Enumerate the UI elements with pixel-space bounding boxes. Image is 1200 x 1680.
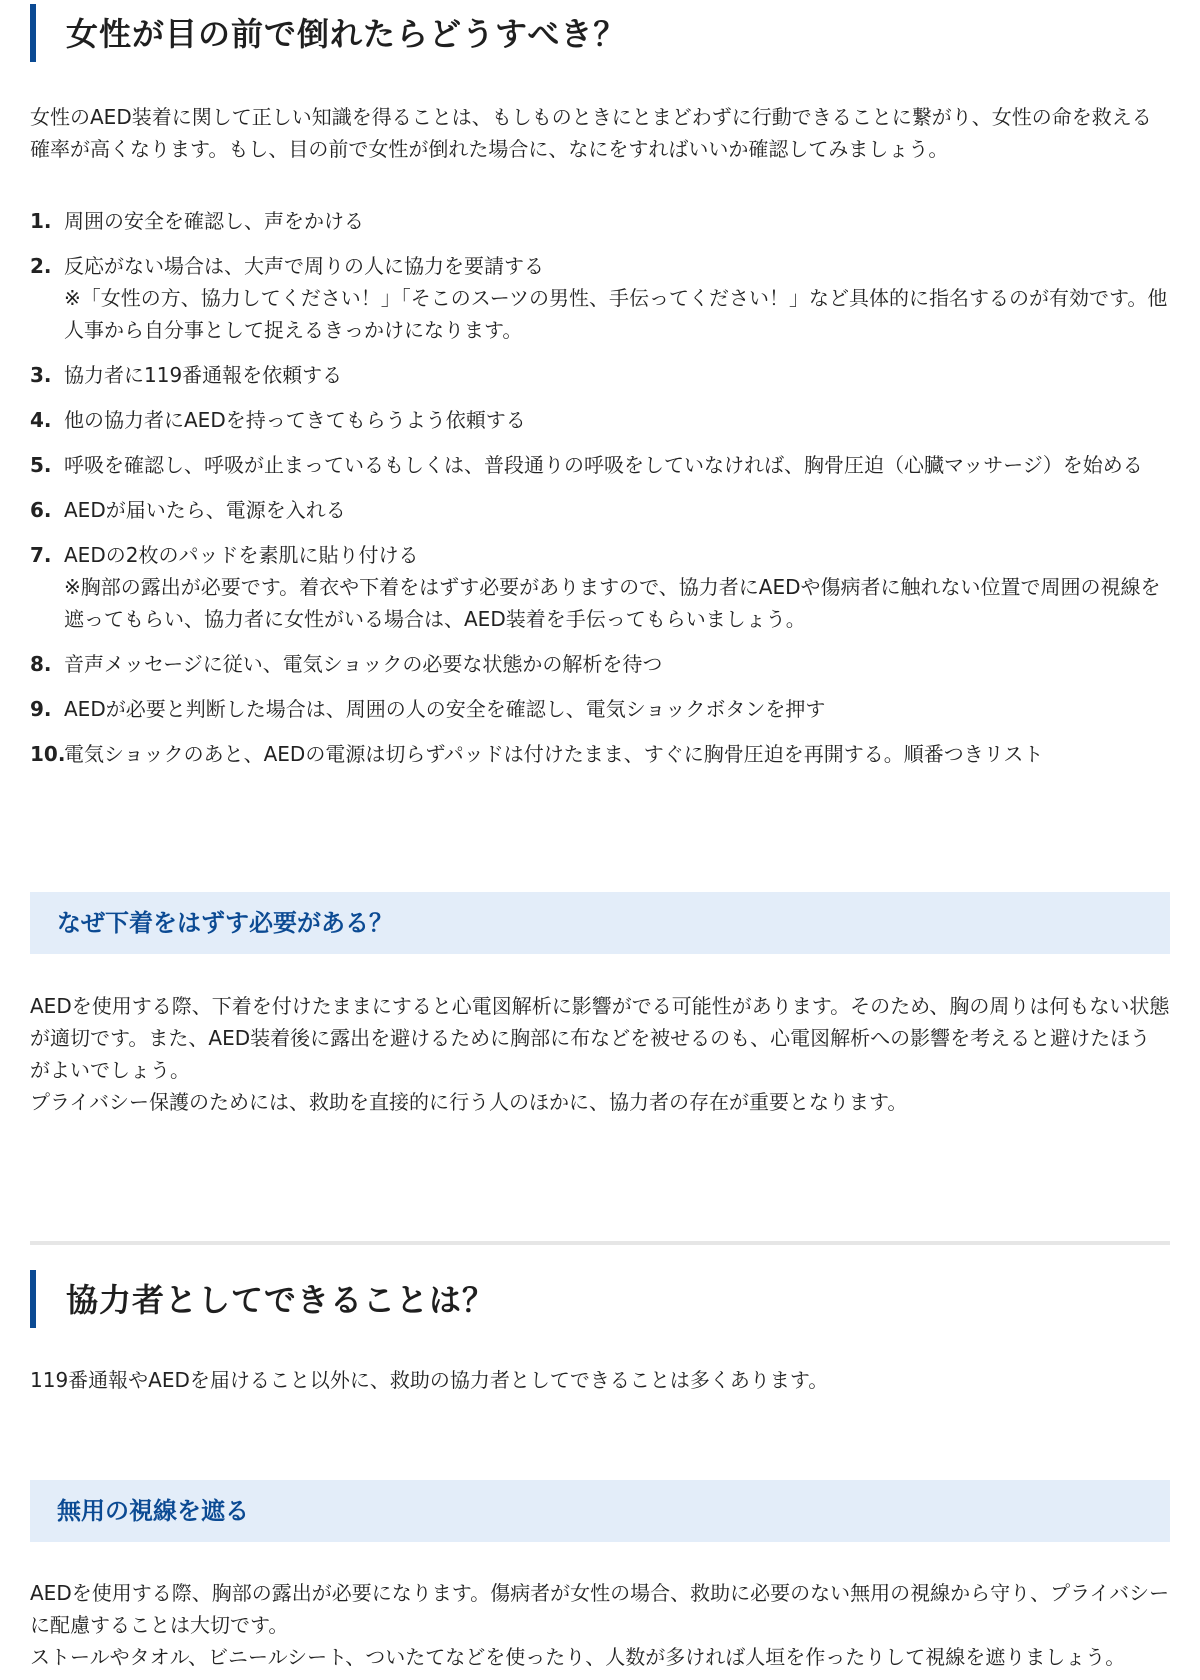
subsection-heading-block-gaze: 無用の視線を遮る xyxy=(30,1480,1170,1542)
step-note: ※「女性の方、協力してください！」「そこのスーツの男性、手伝ってください！」など具体的に指名するのが有効です。他人事から自分事として捉えるきっかけになります。 xyxy=(64,286,1168,342)
step-item xyxy=(30,648,1170,680)
step-number: 8. xyxy=(30,652,52,676)
block-gaze-paragraph-1: AEDを使用する際、胸部の露出が必要になります。傷病者が女性の場合、救助に必要のない無用の視線から守り、プライバシーに配慮することは大切です。 xyxy=(30,1581,1170,1637)
section-heading-helpers: 協力者としてできることは？ xyxy=(30,1278,495,1322)
step-item xyxy=(30,205,1170,237)
step-text: 反応がない場合は、大声で周りの人に協力を要請する xyxy=(64,254,544,278)
step-number: 3. xyxy=(30,363,52,387)
step-number: 7. xyxy=(30,543,52,567)
section-intro: 女性のAED装着に関して正しい知識を得ることは、もしものときにとまどわずに行動できることに繋がり、女性の命を救える確率が高くなります。もし、目の前で女性が倒れた場合に、なにをすればいいか確認してみましょう。 xyxy=(30,105,1152,161)
block-gaze-paragraph-2: ストールやタオル、ビニールシート、ついたてなどを使ったり、人数が多ければ人垣を作ったりして視線を遮りましょう。 xyxy=(30,1645,1126,1669)
step-item xyxy=(30,404,1170,436)
step-item xyxy=(30,359,1170,391)
section-divider xyxy=(30,1241,1170,1245)
step-text: AEDの2枚のパッドを素肌に貼り付ける xyxy=(64,543,419,567)
helpers-intro: 119番通報やAEDを届けること以外に、救助の協力者としてできることは多くあります。 xyxy=(30,1368,829,1392)
step-number: 4. xyxy=(30,408,52,432)
step-item xyxy=(30,449,1170,481)
step-number: 6. xyxy=(30,498,52,522)
step-number: 1. xyxy=(30,209,52,233)
step-text: 電気ショックのあと、AEDの電源は切らずパッドは付けたまま、すぐに胸骨圧迫を再開する。順番つきリスト xyxy=(64,742,1044,766)
step-text: AEDが届いたら、電源を入れる xyxy=(64,498,346,522)
step-text: 音声メッセージに従い、電気ショックの必要な状態かの解析を待つ xyxy=(64,652,663,676)
step-item xyxy=(30,494,1170,526)
step-item xyxy=(30,250,1170,346)
step-number: 9. xyxy=(30,697,52,721)
steps-list xyxy=(30,205,1170,783)
step-text: 協力者に119番通報を依頼する xyxy=(64,363,343,387)
step-text: AEDが必要と判断した場合は、周囲の人の安全を確認し、電気ショックボタンを押す xyxy=(64,697,826,721)
step-text: 呼吸を確認し、呼吸が止まっているもしくは、普段通りの呼吸をしていなければ、胸骨圧迫（心臓マッサージ）を始める xyxy=(64,453,1143,477)
step-number: 10. xyxy=(30,742,66,766)
underwear-paragraph: AEDを使用する際、下着を付けたままにすると心電図解析に影響がでる可能性があります。そのため、胸の周りは何もない状態が適切です。また、AED装着後に露出を避けるために胸部に布などを被せるのも、心電図解析への影響を考えると避けたほうがよいでしょう。 xyxy=(30,994,1170,1082)
step-item xyxy=(30,693,1170,725)
subsection-heading-underwear: なぜ下着をはずす必要がある？ xyxy=(30,892,1170,954)
privacy-paragraph: プライバシー保護のためには、救助を直接的に行う人のほかに、協力者の存在が重要となります。 xyxy=(30,1090,908,1114)
step-item xyxy=(30,738,1170,770)
step-text: 周囲の安全を確認し、声をかける xyxy=(64,209,364,233)
step-number: 5. xyxy=(30,453,52,477)
section-heading-woman-collapse: 女性が目の前で倒れたらどうすべき？ xyxy=(30,12,626,56)
step-text: 他の協力者にAEDを持ってきてもらうよう依頼する xyxy=(64,408,526,432)
step-number: 2. xyxy=(30,254,52,278)
step-note: ※胸部の露出が必要です。着衣や下着をはずす必要がありますので、協力者にAEDや傷病者に触れない位置で周囲の視線を遮ってもらい、協力者に女性がいる場合は、AED装着を手伝ってもらいましょう。 xyxy=(64,575,1161,631)
step-item xyxy=(30,539,1170,635)
